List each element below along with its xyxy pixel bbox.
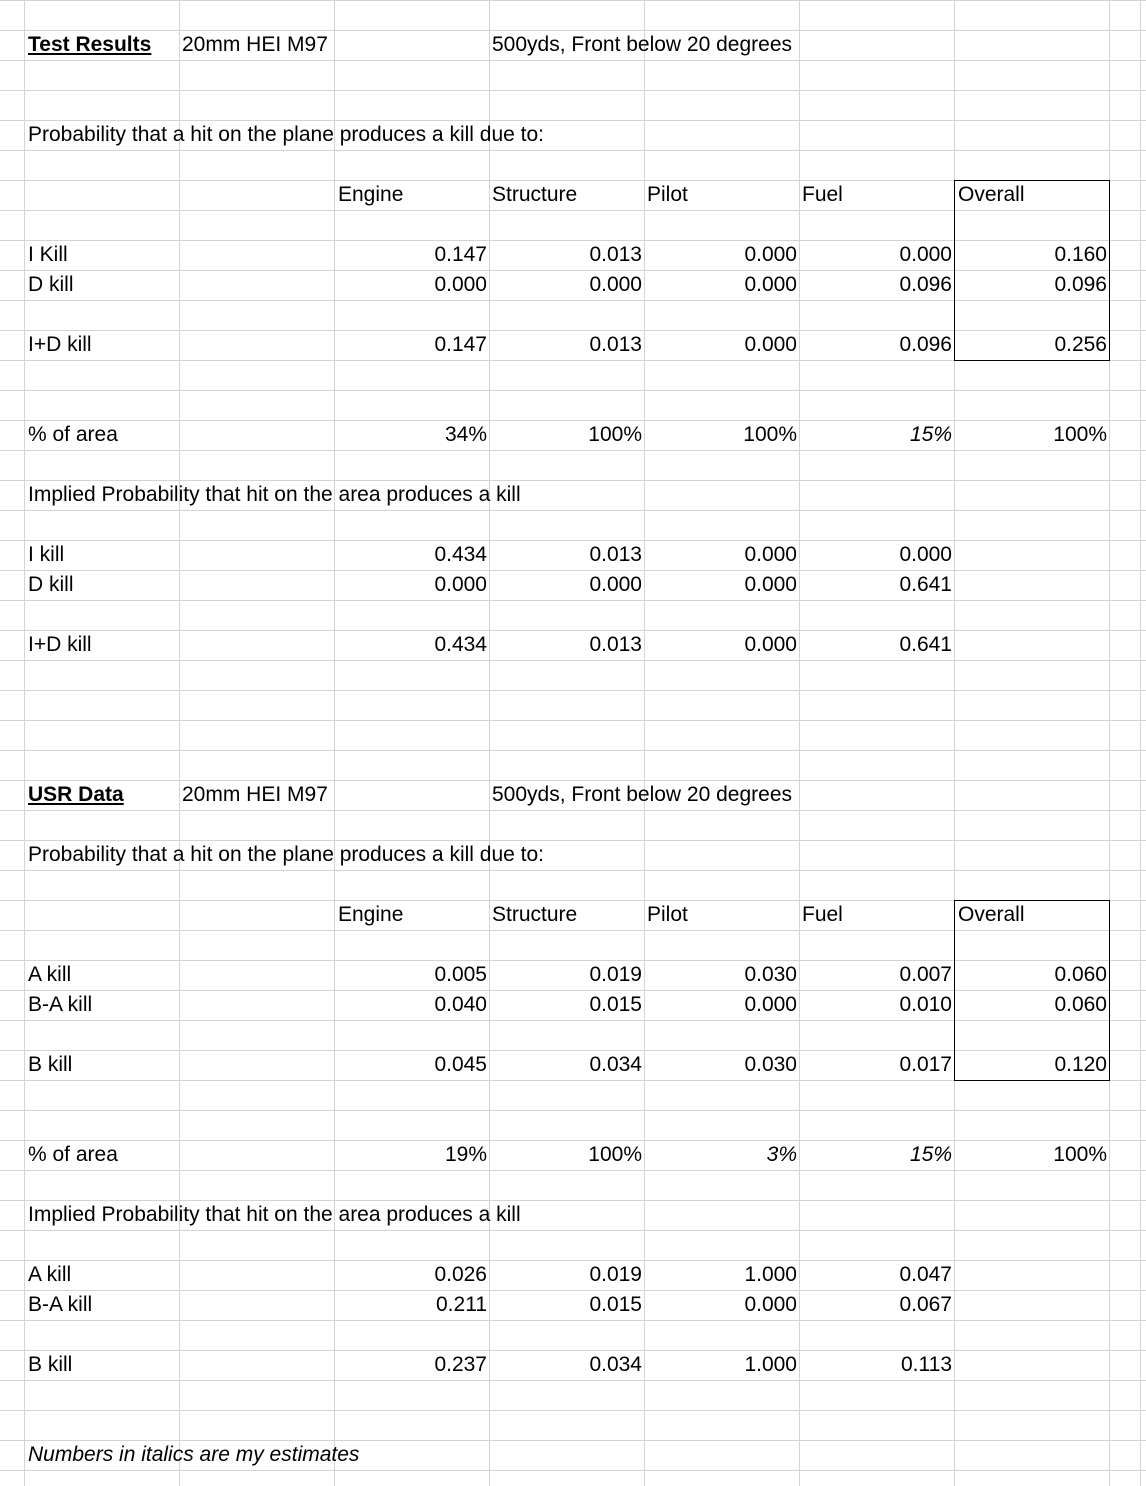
cell-fuel: 0.017 <box>899 1053 952 1076</box>
row-label: I Kill <box>28 243 68 266</box>
gridline-h <box>0 450 1146 451</box>
gridline-v <box>179 0 180 1486</box>
area-structure: 100% <box>588 423 642 446</box>
cell-pilot: 0.000 <box>744 993 797 1016</box>
header-engine: Engine <box>338 183 404 206</box>
gridline-h <box>0 810 1146 811</box>
cell-structure: 0.013 <box>589 243 642 266</box>
area-pilot: 100% <box>743 423 797 446</box>
row-label: B kill <box>28 1353 73 1376</box>
cell-fuel: 0.067 <box>899 1293 952 1316</box>
cell-overall: 0.060 <box>1054 993 1107 1016</box>
test-condition: 500yds, Front below 20 degrees <box>492 33 793 56</box>
footnote: Numbers in italics are my estimates <box>28 1443 360 1466</box>
gridline-h <box>0 1110 1146 1111</box>
cell-fuel: 0.007 <box>899 963 952 986</box>
cell-fuel: 0.047 <box>899 1263 952 1286</box>
area-engine: 34% <box>444 423 487 446</box>
cell-structure: 0.034 <box>589 1053 642 1076</box>
cell-engine: 0.000 <box>434 273 487 296</box>
gridline-h <box>0 1410 1146 1411</box>
cell-engine: 0.147 <box>434 243 487 266</box>
cell-engine: 0.005 <box>434 963 487 986</box>
cell-pilot: 0.000 <box>744 633 797 656</box>
cell-engine: 0.147 <box>434 333 487 356</box>
usr-ammo: 20mm HEI M97 <box>182 783 328 806</box>
gridline-h <box>0 690 1146 691</box>
cell-structure: 0.015 <box>589 993 642 1016</box>
header-structure: Structure <box>492 183 578 206</box>
header-overall: Overall <box>958 903 1025 926</box>
gridline-h <box>0 60 1146 61</box>
area-structure: 100% <box>588 1143 642 1166</box>
cell-engine: 0.000 <box>434 573 487 596</box>
cell-fuel: 0.096 <box>899 273 952 296</box>
usr-title: USR Data <box>28 783 124 806</box>
area-label: % of area <box>28 1143 118 1166</box>
header-pilot: Pilot <box>647 183 688 206</box>
cell-structure: 0.013 <box>589 543 642 566</box>
cell-pilot: 0.000 <box>744 243 797 266</box>
gridline-v <box>24 0 25 1486</box>
gridline-h <box>0 1230 1146 1231</box>
area-engine: 19% <box>444 1143 487 1166</box>
gridline-h <box>0 0 1146 1</box>
gridline-h <box>0 870 1146 871</box>
area-overall: 100% <box>1053 1143 1107 1166</box>
cell-engine: 0.040 <box>434 993 487 1016</box>
gridline-h <box>0 1320 1146 1321</box>
row-label: A kill <box>28 1263 72 1286</box>
cell-structure: 0.034 <box>589 1353 642 1376</box>
gridline-v <box>1140 0 1141 1486</box>
cell-engine: 0.211 <box>436 1293 487 1316</box>
test-prob-heading: Probability that a hit on the plane produces a kill due to: <box>28 123 544 146</box>
cell-engine: 0.045 <box>434 1053 487 1076</box>
gridline-h <box>0 1380 1146 1381</box>
cell-structure: 0.013 <box>589 333 642 356</box>
cell-pilot: 0.000 <box>744 573 797 596</box>
row-label: I+D kill <box>28 633 92 656</box>
cell-engine: 0.237 <box>434 1353 487 1376</box>
cell-fuel: 0.096 <box>899 333 952 356</box>
gridline-h <box>0 1470 1146 1471</box>
row-label: I kill <box>28 543 65 566</box>
test-implied-heading: Implied Probability that hit on the area produces a kill <box>28 483 521 506</box>
cell-fuel: 0.000 <box>899 543 952 566</box>
row-label: B-A kill <box>28 993 93 1016</box>
cell-structure: 0.000 <box>589 273 642 296</box>
row-label: I+D kill <box>28 333 92 356</box>
cell-overall: 0.120 <box>1054 1053 1107 1076</box>
usr-implied-heading: Implied Probability that hit on the area produces a kill <box>28 1203 521 1226</box>
cell-fuel: 0.113 <box>901 1353 952 1376</box>
cell-pilot: 0.000 <box>744 333 797 356</box>
gridline-h <box>0 660 1146 661</box>
cell-overall: 0.060 <box>1054 963 1107 986</box>
cell-overall: 0.256 <box>1054 333 1107 356</box>
cell-pilot: 0.000 <box>744 543 797 566</box>
area-overall: 100% <box>1053 423 1107 446</box>
cell-structure: 0.015 <box>589 1293 642 1316</box>
cell-fuel: 0.000 <box>899 243 952 266</box>
header-overall: Overall <box>958 183 1025 206</box>
cell-structure: 0.019 <box>589 963 642 986</box>
header-engine: Engine <box>338 903 404 926</box>
cell-engine: 0.434 <box>434 543 487 566</box>
cell-pilot: 1.000 <box>744 1353 797 1376</box>
cell-pilot: 1.000 <box>744 1263 797 1286</box>
usr-prob-heading: Probability that a hit on the plane produces a kill due to: <box>28 843 544 866</box>
header-fuel: Fuel <box>802 903 843 926</box>
cell-pilot: 0.000 <box>744 273 797 296</box>
row-label: D kill <box>28 573 74 596</box>
row-label: D kill <box>28 273 74 296</box>
gridline-h <box>0 390 1146 391</box>
row-label: B kill <box>28 1053 73 1076</box>
area-fuel: 15% <box>909 1143 952 1166</box>
cell-overall: 0.096 <box>1054 273 1107 296</box>
gridline-h <box>0 1170 1146 1171</box>
cell-structure: 0.013 <box>589 633 642 656</box>
area-label: % of area <box>28 423 118 446</box>
gridline-h <box>0 600 1146 601</box>
test-ammo: 20mm HEI M97 <box>182 33 328 56</box>
test-title: Test Results <box>28 33 152 56</box>
header-structure: Structure <box>492 903 578 926</box>
row-label: A kill <box>28 963 72 986</box>
cell-overall: 0.160 <box>1054 243 1107 266</box>
gridline-h <box>0 720 1146 721</box>
row-label: B-A kill <box>28 1293 93 1316</box>
header-pilot: Pilot <box>647 903 688 926</box>
cell-engine: 0.434 <box>434 633 487 656</box>
gridline-h <box>0 510 1146 511</box>
cell-structure: 0.000 <box>589 573 642 596</box>
cell-fuel: 0.010 <box>899 993 952 1016</box>
cell-engine: 0.026 <box>434 1263 487 1286</box>
area-fuel: 15% <box>909 423 952 446</box>
cell-pilot: 0.030 <box>744 963 797 986</box>
cell-fuel: 0.641 <box>899 633 952 656</box>
header-fuel: Fuel <box>802 183 843 206</box>
area-pilot: 3% <box>766 1143 797 1166</box>
cell-pilot: 0.030 <box>744 1053 797 1076</box>
gridline-h <box>0 90 1146 91</box>
gridline-h <box>0 750 1146 751</box>
gridline-h <box>0 150 1146 151</box>
cell-fuel: 0.641 <box>899 573 952 596</box>
cell-pilot: 0.000 <box>744 1293 797 1316</box>
cell-structure: 0.019 <box>589 1263 642 1286</box>
usr-condition: 500yds, Front below 20 degrees <box>492 783 793 806</box>
